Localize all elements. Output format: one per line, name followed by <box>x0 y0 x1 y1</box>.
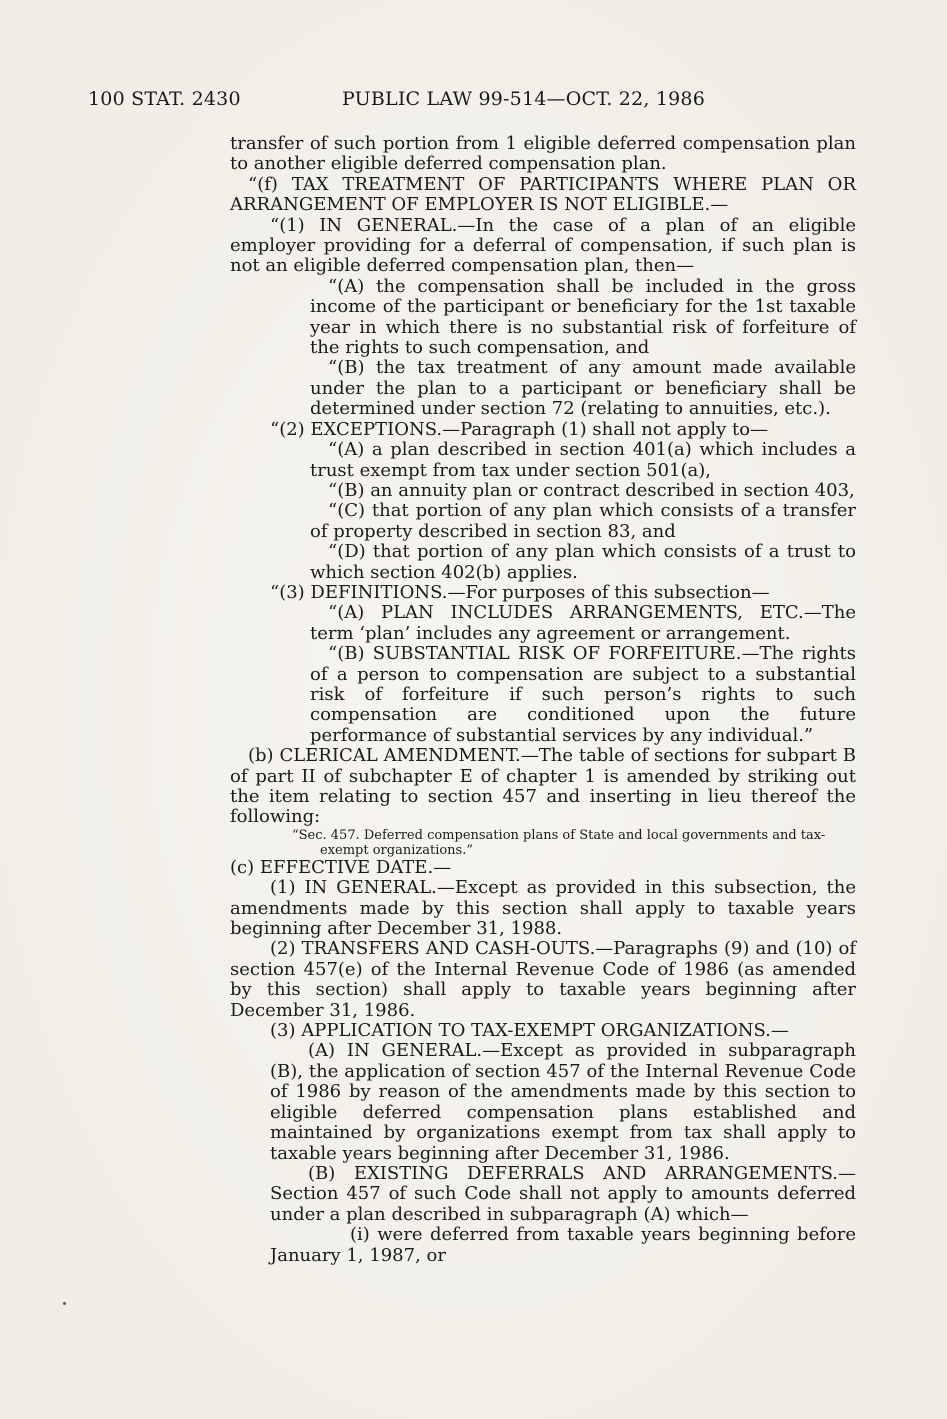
document-body <box>230 134 856 1266</box>
paragraph: “(B) an annuity plan or contract described in section 403, <box>328 479 855 501</box>
paragraph: (B) EXISTING DEFERRALS AND ARRANGEMENTS.—Section 457 of such Code shall not apply to amounts deferred under a plan described in subparagraph (A) which— <box>270 1162 856 1225</box>
paragraph: (1) IN GENERAL.—Except as provided in this subsection, the amendments made by this section shall apply to taxable years beginning after December 31, 1988. <box>230 877 856 940</box>
paragraph: “(3) DEFINITIONS.—For purposes of this subsection— <box>270 581 770 603</box>
section-heading: “(f) TAX TREATMENT OF PARTICIPANTS WHERE PLAN OR ARRANGEMENT OF EMPLOYER IS NOT ELIGIBLE.— <box>230 173 856 216</box>
paragraph: (2) TRANSFERS AND CASH-OUTS.—Paragraphs (9) and (10) of section 457(e) of the Internal Revenue Code of 1986 (as amended by this section) shall apply to taxable years beginning after December 31, 1986. <box>230 938 856 1021</box>
paragraph: “(2) EXCEPTIONS.—Paragraph (1) shall not apply to— <box>270 418 769 440</box>
paragraph: “(C) that portion of any plan which consists of a transfer of property described in section 83, and <box>310 500 856 542</box>
paragraph: “(A) PLAN INCLUDES ARRANGEMENTS, ETC.—The term ‘plan’ includes any agreement or arrangement. <box>310 602 856 644</box>
paragraph: “(1) IN GENERAL.—In the case of a plan of an eligible employer providing for a deferral of compensation, if such plan is not an eligible deferred compensation plan, then— <box>230 214 856 277</box>
paragraph: (i) were deferred from taxable years beginning before January 1, 1987, or <box>270 1224 856 1266</box>
paragraph: “(A) the compensation shall be included in the gross income of the participant or beneficiary for the 1st taxable year in which there is no substantial risk of forfeiture of the rights to such compensation, and <box>310 275 856 359</box>
scan-speck <box>63 1302 66 1305</box>
table-of-sections-entry: “Sec. 457. Deferred compensation plans of State and local governments and tax-exempt organizations.” <box>292 827 826 858</box>
paragraph: “(A) a plan described in section 401(a) which includes a trust exempt from tax under section 501(a), <box>310 439 856 481</box>
paragraph: “(B) SUBSTANTIAL RISK OF FORFEITURE.—The rights of a person to compensation are subject to a substantial risk of forfeiture if such person’s rights to such compensation are conditioned upon the future performance of substantial services by any individual.” <box>310 643 856 746</box>
paragraph: (b) CLERICAL AMENDMENT.—The table of sections for subpart B of part II of subchapter E of chapter 1 is amended by striking out the item relating to section 457 and inserting in lieu thereof the following: <box>230 745 856 828</box>
statute-citation: 100 STAT. 2430 <box>88 88 241 110</box>
subsection-heading: (c) EFFECTIVE DATE.— <box>230 856 452 878</box>
paragraph: (A) IN GENERAL.—Except as provided in subparagraph (B), the application of section 457 of the Internal Revenue Code of 1986 by reason of the amendments made by this section to eligible deferred compensation plans established and maintained by organizations exempt from tax shall apply to taxable years beginning after December 31, 1986. <box>270 1040 856 1164</box>
paragraph: “(D) that portion of any plan which consists of a trust to which section 402(b) applies. <box>310 541 856 583</box>
public-law-title: PUBLIC LAW 99-514—OCT. 22, 1986 <box>342 88 706 110</box>
paragraph: “(B) the tax treatment of any amount made available under the plan to a participant or beneficiary shall be determined under section 72 (relating to annuities, etc.). <box>310 357 856 420</box>
paragraph: transfer of such portion from 1 eligible deferred compensation plan to another eligible deferred compensation plan. <box>230 133 856 175</box>
paragraph: (3) APPLICATION TO TAX-EXEMPT ORGANIZATIONS.— <box>270 1020 789 1042</box>
